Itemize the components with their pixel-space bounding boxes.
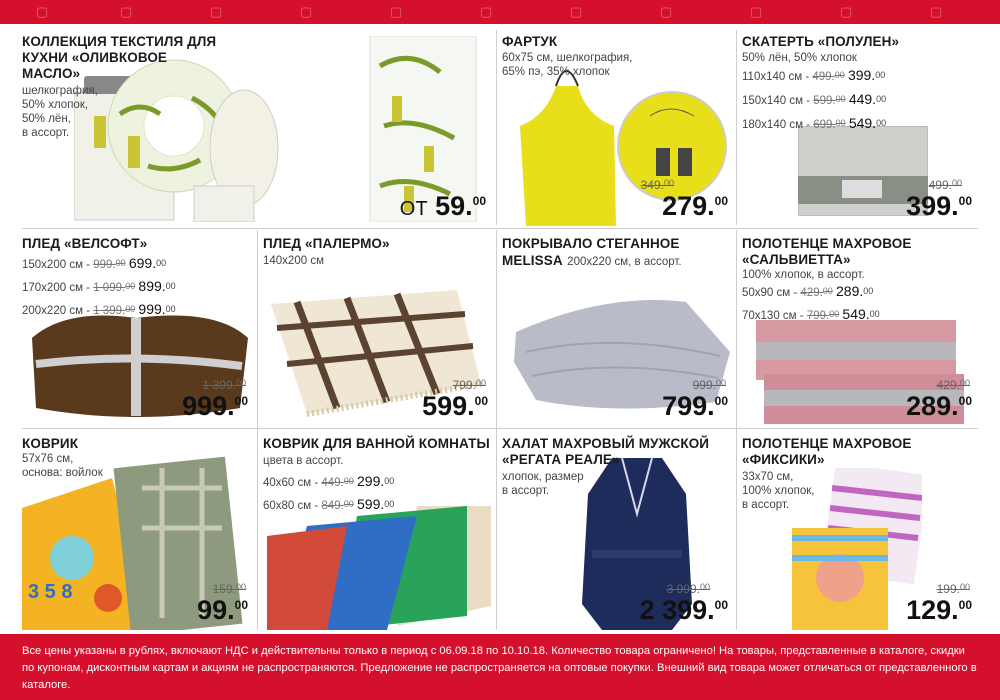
product-description: 57х76 см, основа: войлок [22,453,103,479]
size-price-list [742,284,880,324]
price: 129.00 [906,595,972,625]
product-card-tablecloth[interactable] [742,30,978,226]
size-price-row: 200х220 см - 1 399.00 999.00 [22,301,176,317]
product-card-salvietta-towel[interactable] [742,232,978,426]
product-title: ФАРТУК [502,34,558,49]
price: 399.00 [906,191,972,221]
product-title: ПОКРЫВАЛО СТЕГАННОЕ [502,236,680,251]
product-card-apron[interactable] [502,30,734,226]
size-price-row: 180х140 см - 699.00 549.00 [742,115,887,131]
size-price-row: 60х80 см - 849.00 599.00 [263,496,395,512]
size-price-row: 50х90 см - 429.00 289.00 [742,283,874,299]
product-description: шелкография, 50% хлопок, 50% лён, в ассорт. [22,85,98,139]
product-description: 140х200 см [263,255,324,267]
price: 999.00 [182,391,248,421]
product-title-2: MELISSA [502,253,563,268]
product-grid [22,30,978,630]
price: 799.00 [662,391,728,421]
top-decorative-bar: ▢ ▢ ▢ ▢ ▢ ▢ ▢ ▢ ▢ ▢ ▢ [0,0,1000,24]
product-subtitle-line [502,252,682,270]
product-description: 60х75 см, шелкография, 65% пэ, 35% хлопок [502,52,633,78]
size-price-row: 110х140 см - 499.00 399.00 [742,67,886,83]
product-card-bath-mat[interactable] [263,432,494,630]
product-description: 33х70 см, 100% хлопок, в ассорт. [742,471,815,511]
size-price-list [263,474,394,514]
footer-disclaimer [0,634,1000,700]
size-price-list [22,256,176,319]
old-price: 199.00 [936,582,970,596]
product-title: КОВРИК ДЛЯ ВАННОЙ КОМНАТЫ [263,436,490,451]
product-description: 200х220 см, в ассорт. [567,256,682,268]
footer-text: Все цены указаны в рублях, включают НДС и действительны только в период с 06.09.18 по 10.10.18. Количество товара ограничено! На товары, представленные в каталоге, скидки по купонам, дисконтным картам и акциям не распространяются. Предложение не распространяется на оптовые покупки. Внешний вид товара может отличаться от представленного в каталоге. [22,645,977,691]
svg-text:3 5 8: 3 5 8 [28,581,73,603]
bath-mat-image [267,496,491,630]
product-description: 50% лён, 50% хлопок [742,52,857,64]
product-title: ПОЛОТЕНЦЕ МАХРОВОЕ «ФИКСИКИ» [742,436,912,467]
product-title: ПЛЕД «ВЕЛСОФТ» [22,236,148,251]
size-price-list [742,68,886,133]
product-card-bathrobe[interactable] [502,432,734,630]
old-price: 349.00 [640,178,674,192]
size-price-row: 150х140 см - 599.00 449.00 [742,91,887,107]
size-price-row: 170х200 см - 1 099.00 899.00 [22,278,176,294]
product-card-palermo-plaid[interactable] [263,232,494,426]
product-card-melissa-bedspread[interactable] [502,232,734,426]
price: 599.00 [422,391,488,421]
product-description: цвета в ассорт. [263,455,344,467]
price: ОТ 59.00 [399,191,486,221]
product-title: ПЛЕД «ПАЛЕРМО» [263,236,390,251]
product-title: КОВРИК [22,436,79,451]
old-price: 499.00 [928,178,962,192]
size-price-row: 40х60 см - 449.00 299.00 [263,473,395,489]
old-price: 799.00 [452,378,486,392]
product-title: ПОЛОТЕНЦЕ МАХРОВОЕ «САЛЬВИЕТТА» [742,236,912,267]
old-price: 999.00 [692,378,726,392]
product-card-velsoft-plaid[interactable] [22,232,254,426]
price: 279.00 [662,191,728,221]
product-description: хлопок, размер в ассорт. [502,471,584,497]
product-card-fixiki-towel[interactable] [742,432,978,630]
product-title: СКАТЕРТЬ «ПОЛУЛЕН» [742,34,900,49]
product-title: ХАЛАТ МАХРОВЫЙ МУЖСКОЙ «РЕГАТА РЕАЛЕ» [502,436,710,467]
price: 2 399.00 [639,595,728,625]
old-price: 3 999.00 [666,582,710,596]
old-price: 1 399.00 [202,378,246,392]
size-price-row: 70х130 см - 799.00 549.00 [742,306,880,322]
product-card-kids-rug[interactable] [22,432,254,630]
product-title: КОЛЛЕКЦИЯ ТЕКСТИЛЯ ДЛЯ КУХНИ «ОЛИВКОВОЕ МАСЛО» [22,34,217,81]
price: 99.00 [197,595,248,625]
price: 289.00 [906,391,972,421]
product-card-kitchen-textile[interactable] [22,30,490,226]
product-description: 100% хлопок, в ассорт. [742,269,865,281]
old-price: 429.00 [936,378,970,392]
size-price-row: 150х200 см - 999.00 699.00 [22,255,167,271]
old-price: 159.00 [212,582,246,596]
